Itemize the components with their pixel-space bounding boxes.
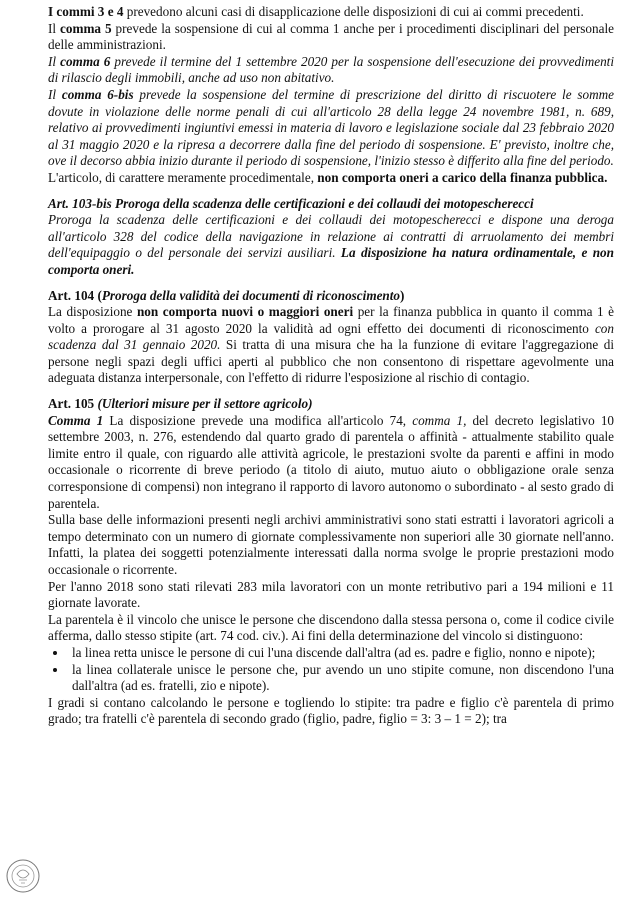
heading-art-105: Art. 105 (Ulteriori misure per il settore agricolo) — [48, 396, 313, 412]
paragraph-comma-5: Il comma 5 prevede la sospensione di cui al comma 1 anche per i procedimenti disciplinari del personale delle amministrazioni. — [48, 20, 614, 53]
bold-phrase: I commi 3 e 4 — [48, 4, 124, 19]
paragraph-conclusion: L'articolo, di carattere meramente procedimentale, non comporta oneri a carico della finanza pubblica. — [48, 169, 608, 185]
paragraph-art-105-parentela: La parentela è il vincolo che unisce le persone che discendono dalla stessa persona o, come il codice civile afferma, dallo stesso stipite (art. 74 cod. civ.). Ai fini della determinazione del vincolo si distinguono: — [48, 611, 614, 644]
paragraph-commi-3-4: I commi 3 e 4 prevedono alcuni casi di disapplicazione delle disposizioni di cui ai commi precedenti. — [48, 4, 584, 19]
paragraph-art-105-gradi: I gradi si contano calcolando le persone e togliendo lo stipite: tra padre e figlio c'è parentela di primo grado; tra fratelli c'è parentela di secondo grado (figlio, padre, figlio = 3: 3 – 1 = 2); tra — [48, 694, 614, 727]
paragraph-art-105-archives: Sulla base delle informazioni presenti negli archivi amministrativi sono stati estratti i lavoratori agricoli a tempo determinato con un numero di giornate complessivamente non superiori alle 30 giornate nell'anno. Infatti, la platea dei soggetti potenzialmente interessati dalla norma svolge le proprie prestazioni modo occasionale o ricorrente. — [48, 512, 614, 577]
paragraph-art-105-2018: Per l'anno 2018 sono stati rilevati 283 mila lavoratori con un monte retributivo pari a 194 milioni e 11 giornate lavorate. — [48, 578, 614, 611]
heading-art-104: Art. 104 (Proroga della validità dei documenti di riconoscimento) — [48, 287, 405, 303]
paragraph-comma-6-bis: Il comma 6-bis prevede la sospensione del termine di prescrizione del diritto di riscuotere le somme dovute in violazione delle norme penali di cui all'articolo 28 della legge 24 novembre 1981, n. 689, relativo ai provvedimenti ingiuntivi emessi in materia di lavoro e legislazione sociale dal 23 febbraio 2020 al 31 maggio 2020 e la ripresa a decorrere dalla fine del periodo di sospensione. E' previsto, inoltre che, ove il decorso abbia inizio durante il periodo di sospensione, l'inizio stesso è differito alla fine del periodo. — [48, 86, 614, 169]
heading-art-103-bis: Art. 103-bis Proroga della scadenza delle certificazioni e dei collaudi dei motopescherecci — [48, 195, 534, 211]
paragraph-art-104: La disposizione non comporta nuovi o maggiori oneri per la finanza pubblica in quanto il comma 1 è volto a prorogare al 31 agosto 2020 la validità ad ogni effetto dei documenti di riconoscimento con scadenza dal 31 gennaio 2020. Si tratta di una misura che ha la funzione di evitare l'aggregazione di persone negli spazi degli uffici aperti al pubblico che non consentono di rispettare agevolmente una adeguata distanza interpersonale, con l'effetto di ridurre l'esposizione al rischio di contagio. — [48, 304, 614, 386]
document-page — [48, 4, 614, 728]
list-item: • la linea collaterale unisce le persone che, pur avendo un uno stipite comune, non discendono l'una dall'altra (ad es. fratelli, zio e nipote). — [68, 662, 614, 695]
paragraph-comma-6: Il comma 6 prevede il termine del 1 settembre 2020 per la sospensione dell'esecuzione dei provvedimenti di rilascio degli immobili, anche ad uso non abitativo. — [48, 53, 614, 86]
stamp-seal-icon — [4, 852, 42, 900]
paragraph-art-103-bis: Proroga la scadenza delle certificazioni e dei collaudi dei motopescherecci e dispone una deroga all'articolo 328 del codice della navigazione in relazione ai contratti di arruolamento dei membri dell'equipaggio o del personale dei servizi ausiliari. La disposizione ha natura ordinamentale, e non comporta oneri. — [48, 212, 614, 277]
bullet-list — [48, 645, 614, 695]
paragraph-art-105-comma-1: Comma 1 La disposizione prevede una modifica all'articolo 74, comma 1, del decreto legislativo 10 settembre 2003, n. 276, estendendo dal quarto grado di parentela o affinità - attualmente stabilito quale limite entro il quale, con riguardo alle attività agricole, le prestazioni svolte da parenti e affini in modo occasionale o ricorrente di breve periodo (a titolo di aiuto, mutuo aiuto o obbligazione orale senza corresponsione di compensi) non integrano il rapporto di lavoro autonomo o subordinato - al sesto grado di parentela. — [48, 412, 615, 511]
list-item: • la linea retta unisce le persone di cui l'una discende dall'altra (ad es. padre e figlio, nonno e nipote); — [68, 645, 614, 662]
